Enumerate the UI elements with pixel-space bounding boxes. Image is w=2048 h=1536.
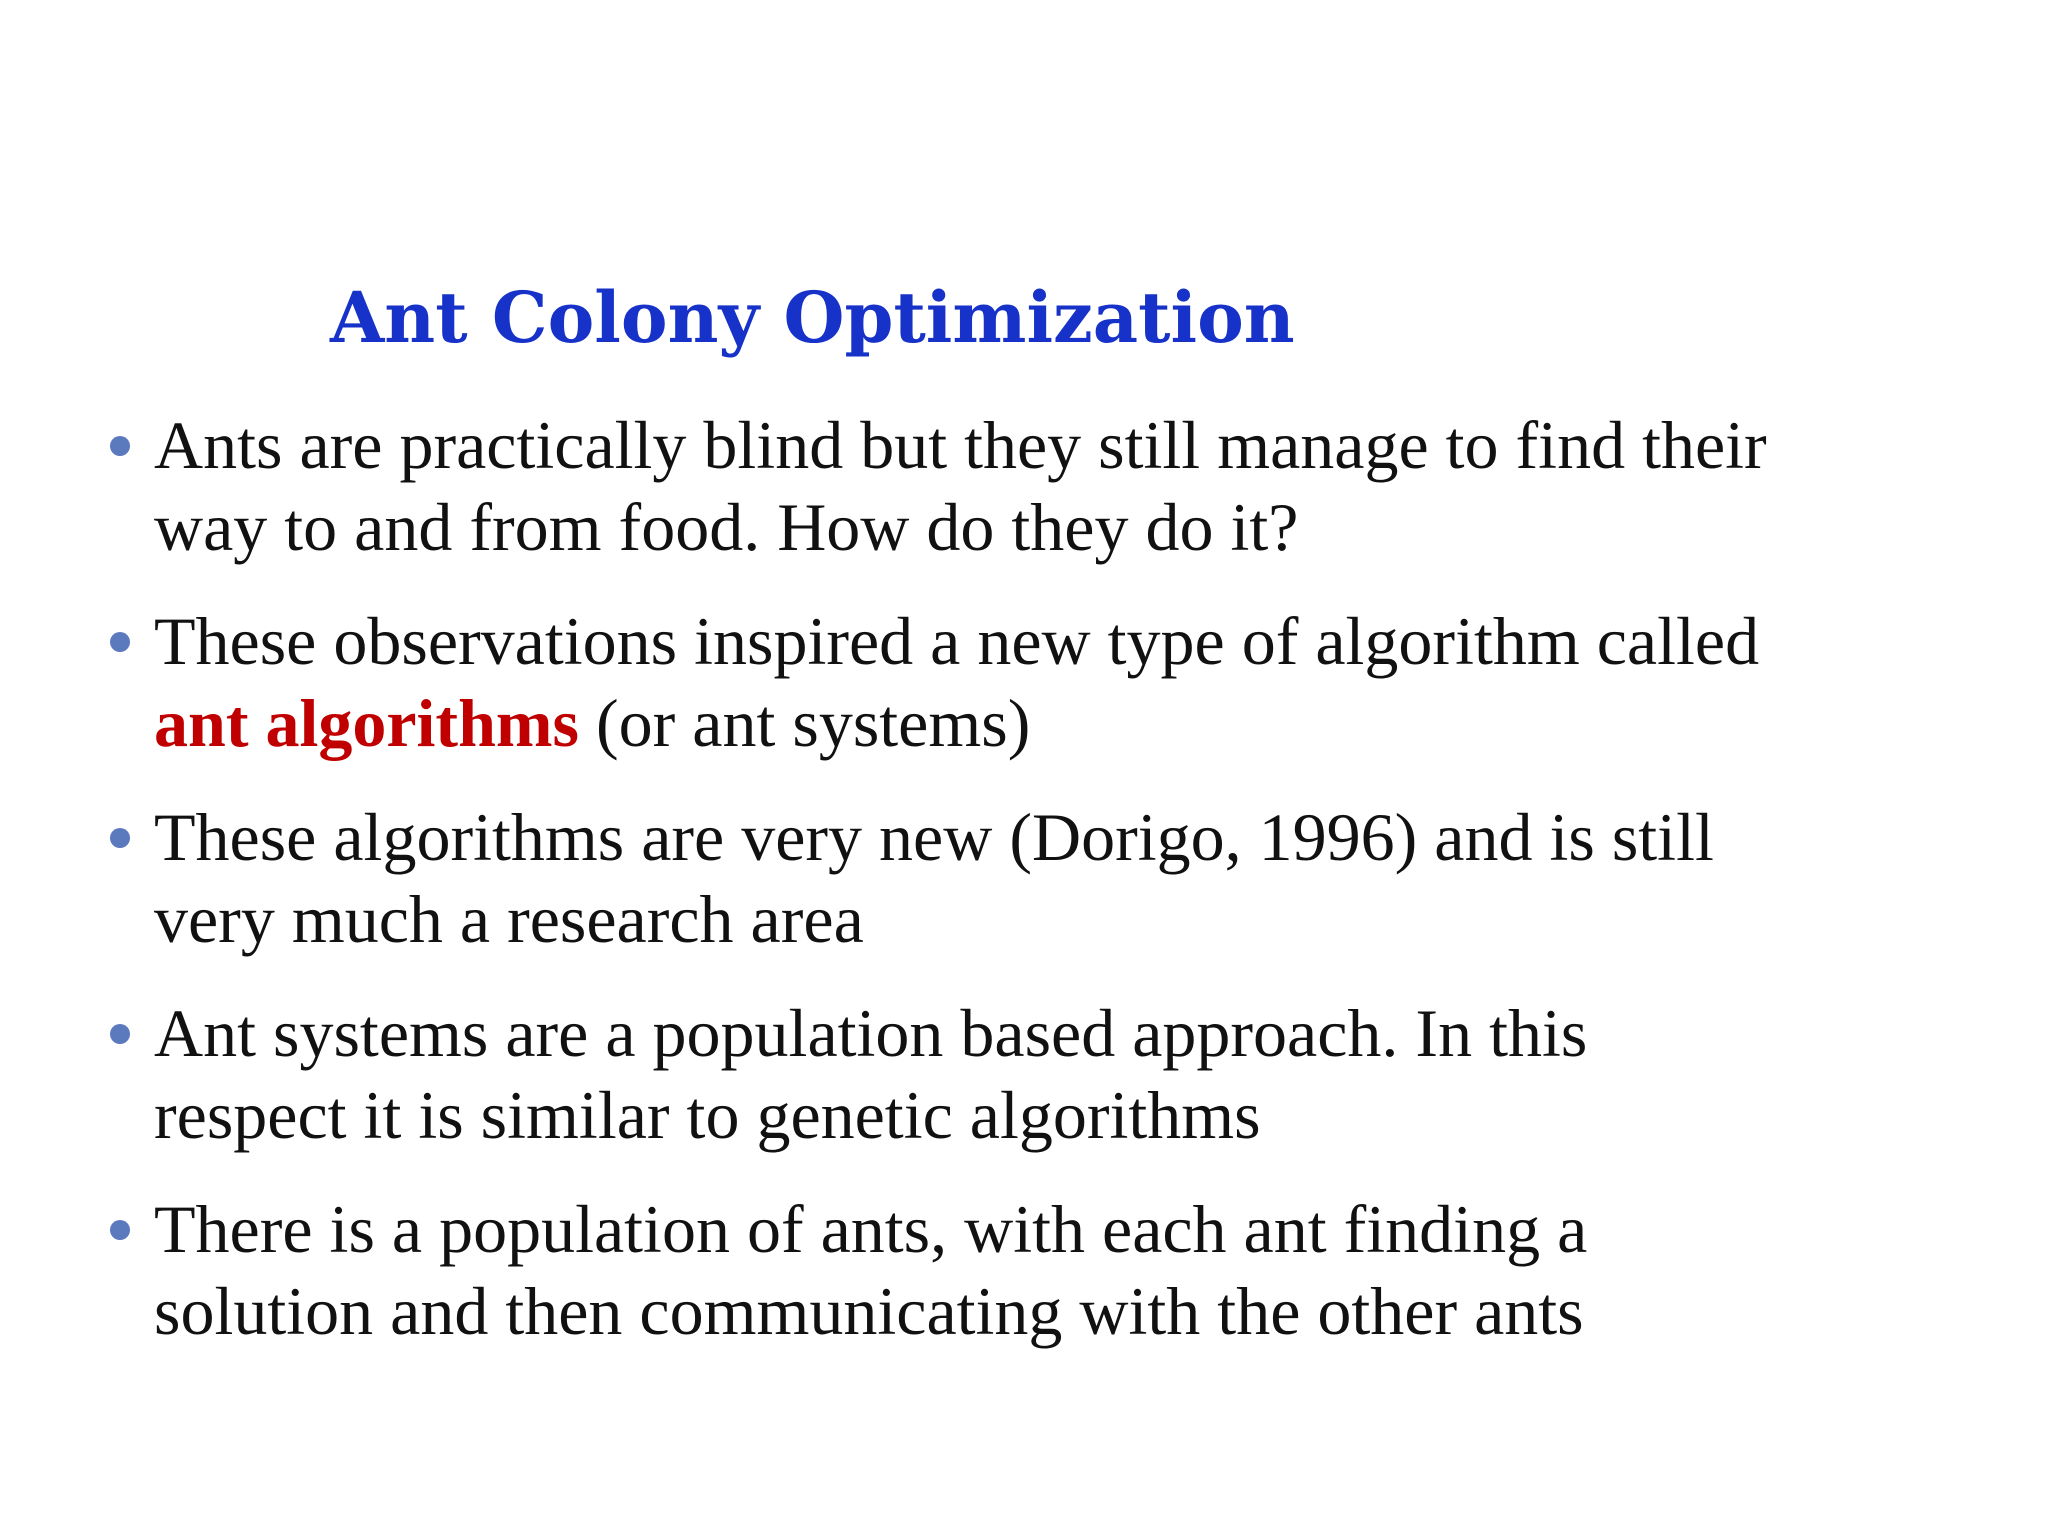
- bullet-5-line-1: There is a population of ants, with each ant finding a: [154, 1191, 1588, 1267]
- bullet-1-line-1: Ants are practically blind but they still manage to find their: [154, 407, 1767, 483]
- bullet-dot-icon: [110, 828, 130, 848]
- bullet-dot-icon: [110, 436, 130, 456]
- bullet-2-line-2: [154, 682, 1030, 764]
- bullet-2-line-1: These observations inspired a new type of algorithm called: [154, 603, 1760, 679]
- bullet-4-line-1: Ant systems are a population based approach. In this: [154, 995, 1588, 1071]
- bullet-3-line-1: These algorithms are very new (Dorigo, 1996) and is still: [154, 799, 1714, 875]
- bullet-dot-icon: [110, 632, 130, 652]
- slide-title: Ant Colony Optimization: [330, 276, 1295, 359]
- bullet-1-line-2: way to and from food. How do they do it?: [154, 489, 1299, 565]
- bullet-5-line-2: solution and then communicating with the other ants: [154, 1273, 1584, 1349]
- bullet-2-line-2-rest: (or ant systems): [579, 685, 1031, 761]
- bullet-dot-icon: [110, 1220, 130, 1240]
- bullet-dot-icon: [110, 1024, 130, 1044]
- highlight-ant-algorithms: ant algorithms: [154, 685, 579, 761]
- bullet-3-line-2: very much a research area: [154, 881, 864, 957]
- bullet-4-line-2: respect it is similar to genetic algorithms: [154, 1077, 1261, 1153]
